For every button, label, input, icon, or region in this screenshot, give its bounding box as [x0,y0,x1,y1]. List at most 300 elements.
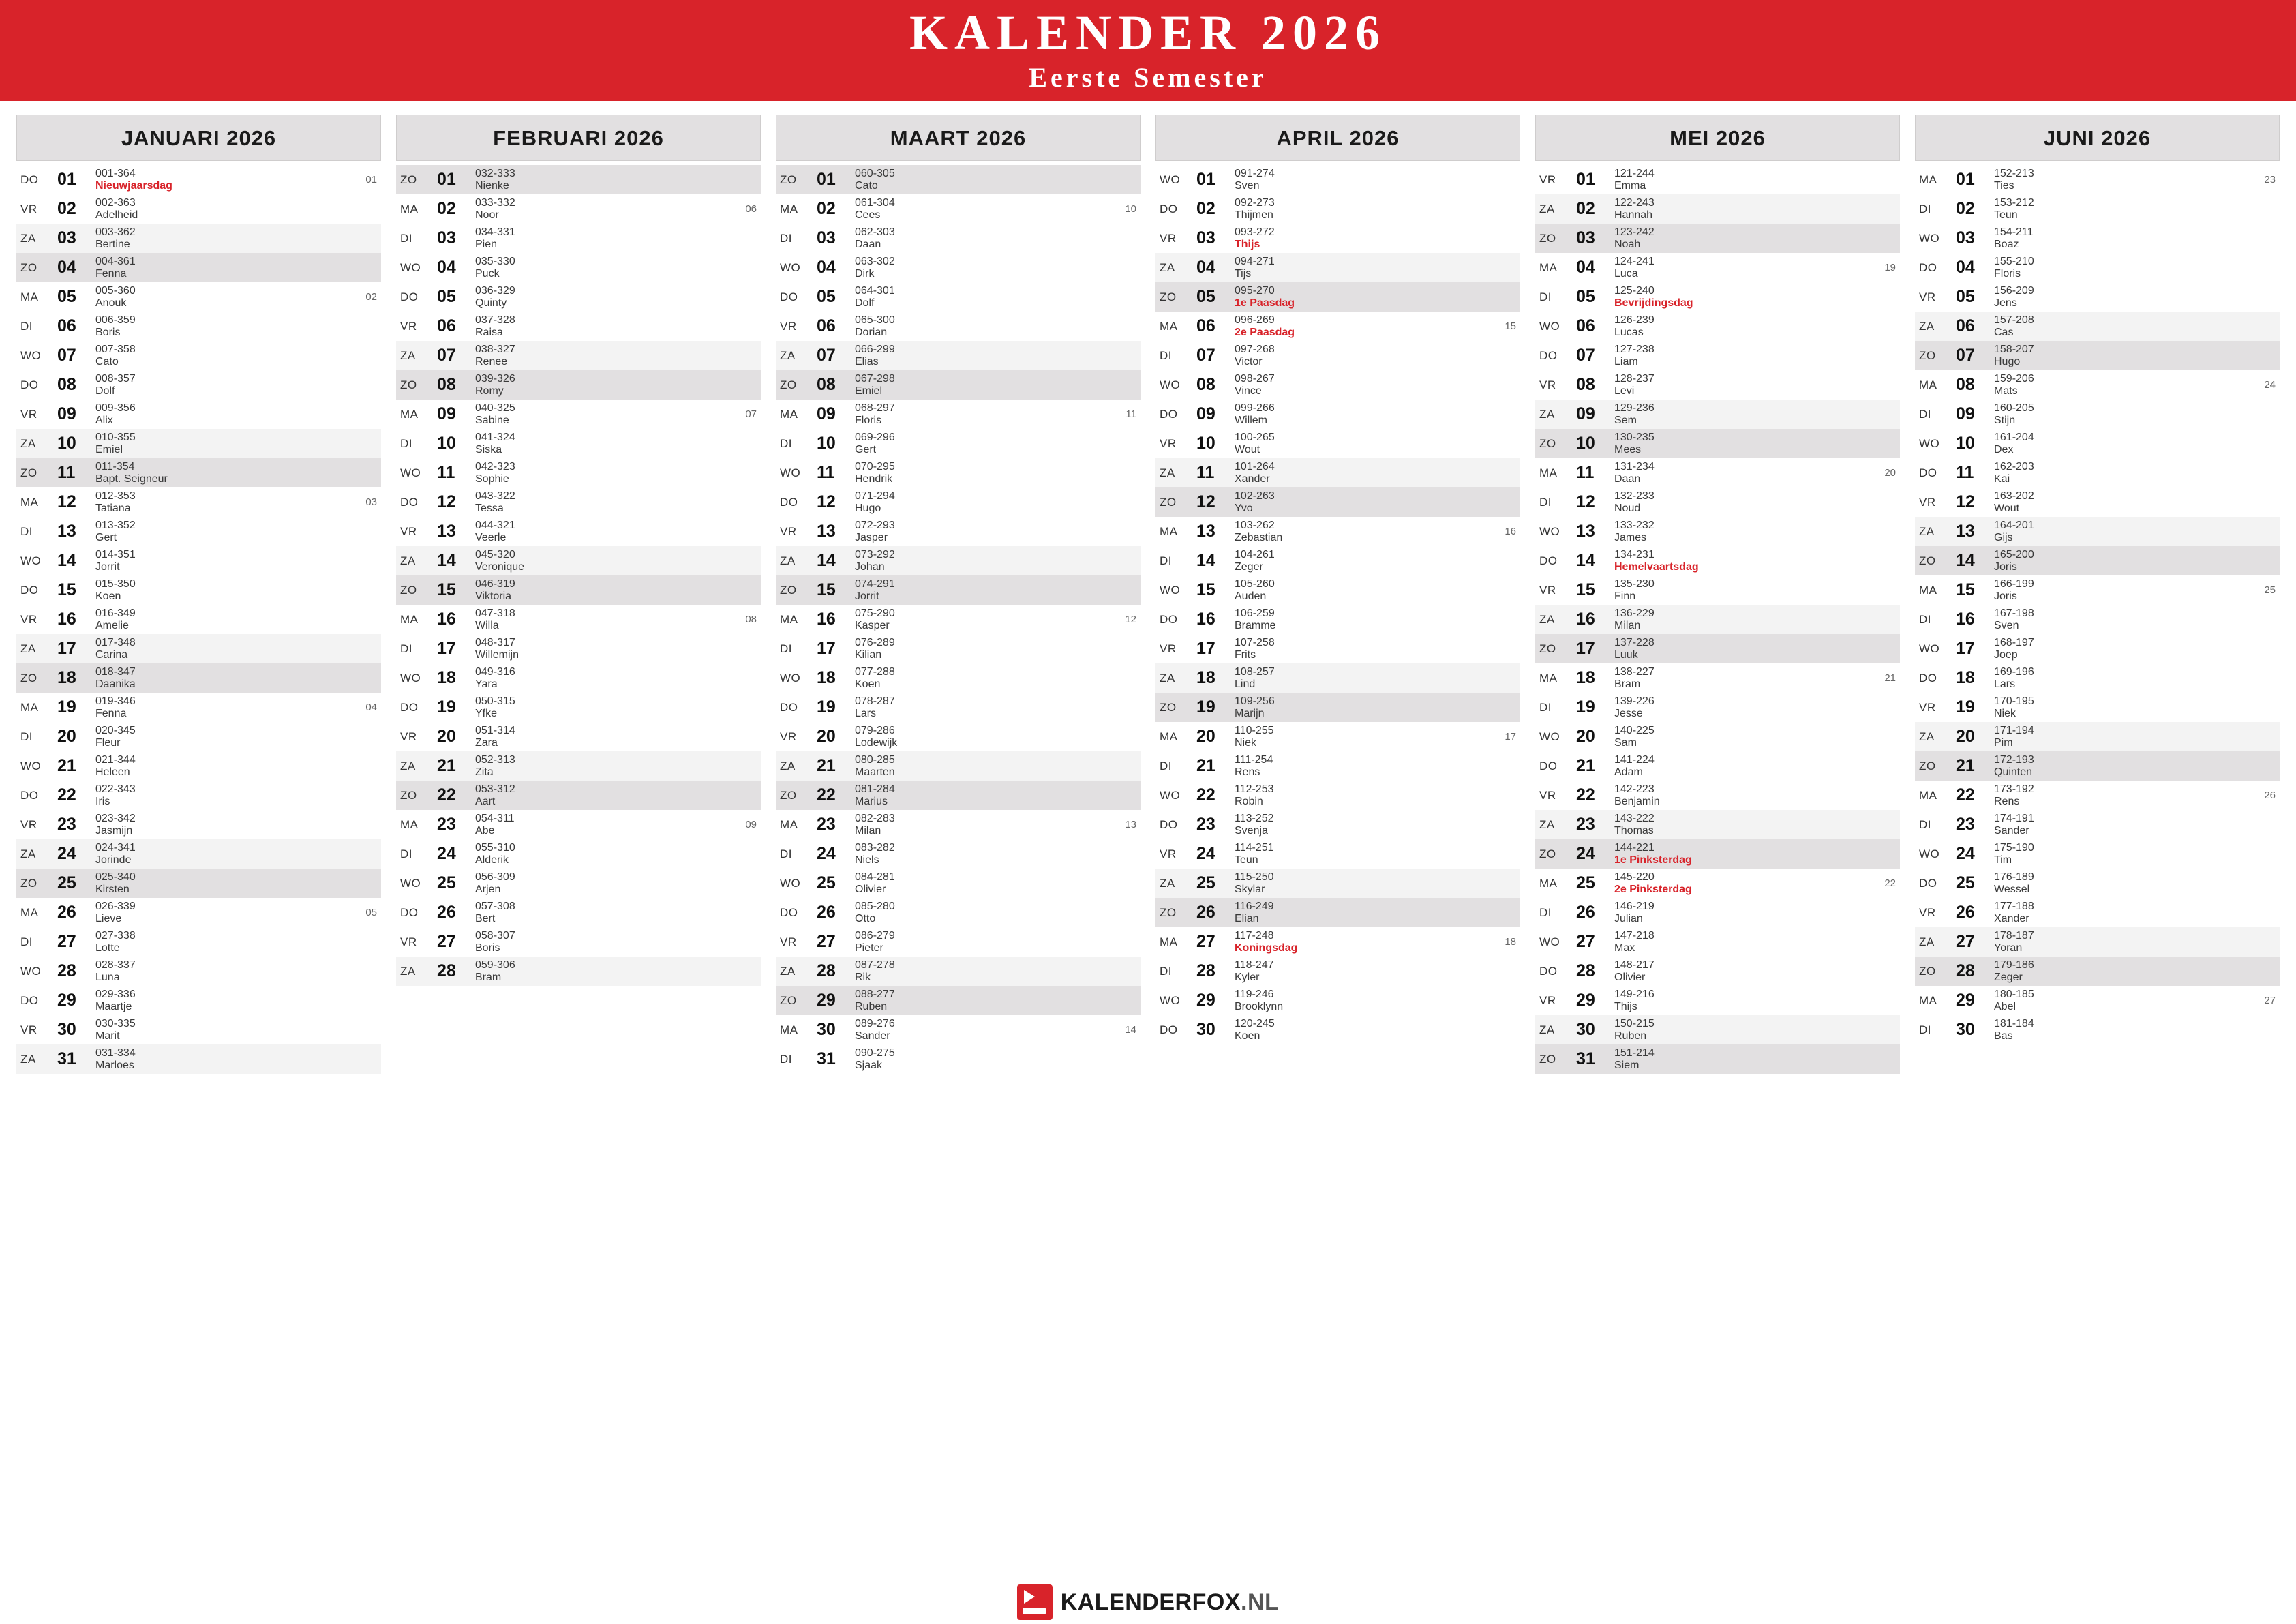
day-number: 06 [1576,316,1595,335]
day-row[interactable] [1915,341,2280,370]
day-row[interactable] [1915,634,2280,663]
day-of-week: DI [1160,759,1172,772]
day-number: 14 [1196,551,1215,570]
day-number: 03 [437,228,456,247]
name-day-label: Koen [855,678,881,690]
day-row[interactable] [776,869,1141,898]
day-row[interactable] [1915,487,2280,517]
day-row[interactable] [1535,722,1900,751]
day-of-year: 083-282 [855,841,895,854]
day-row[interactable] [396,957,761,986]
day-row[interactable] [1915,458,2280,487]
day-row[interactable] [1535,312,1900,341]
day-row[interactable] [1535,957,1900,986]
day-of-year: 176-189 [1994,871,2034,883]
day-row[interactable] [1535,458,1900,487]
day-row[interactable] [1535,663,1900,693]
day-row[interactable] [16,370,381,400]
day-of-year: 130-235 [1614,431,1655,443]
day-row[interactable] [1155,810,1520,839]
day-row[interactable] [1155,194,1520,224]
day-row[interactable] [1155,575,1520,605]
day-of-week: DI [780,1052,792,1066]
day-row[interactable] [16,781,381,810]
day-info [90,871,355,896]
day-row[interactable] [16,312,381,341]
day-row[interactable] [16,810,381,839]
day-row[interactable] [1535,605,1900,634]
day-info [1609,813,1874,837]
day-row[interactable] [396,487,761,517]
day-row[interactable] [776,986,1141,1015]
week-number: 11 [1126,408,1136,420]
day-row[interactable] [16,605,381,634]
day-of-week: DI [1539,700,1552,714]
day-row[interactable] [396,400,761,429]
day-number: 18 [57,668,76,687]
day-row[interactable] [1535,487,1900,517]
day-row[interactable] [396,194,761,224]
day-row[interactable] [1535,898,1900,927]
day-info [1989,725,2254,749]
day-row[interactable] [16,869,381,898]
day-info [1609,725,1874,749]
day-row[interactable] [1915,224,2280,253]
day-row[interactable] [1915,1015,2280,1044]
day-number: 01 [1196,170,1215,189]
day-row[interactable] [776,341,1141,370]
day-row[interactable] [1155,634,1520,663]
day-row[interactable] [396,517,761,546]
day-row[interactable] [396,605,761,634]
day-row[interactable] [776,634,1141,663]
day-row[interactable] [16,282,381,312]
day-row[interactable] [1915,575,2280,605]
day-info [849,607,1115,632]
day-row[interactable] [776,810,1141,839]
day-row[interactable] [1915,253,2280,282]
day-row[interactable] [1535,194,1900,224]
day-row[interactable] [1535,1015,1900,1044]
day-row[interactable] [1155,722,1520,751]
day-number: 01 [437,170,456,189]
day-of-year: 115-250 [1235,871,1274,883]
day-of-week: WO [400,466,421,479]
day-row[interactable] [16,400,381,429]
name-day-label: Zeger [1235,560,1263,573]
day-row[interactable] [16,751,381,781]
day-row[interactable] [16,575,381,605]
day-row[interactable] [1155,253,1520,282]
day-of-year: 126-239 [1614,314,1655,326]
day-row[interactable] [776,575,1141,605]
day-of-week: ZA [1160,671,1175,685]
day-number: 21 [1196,756,1215,775]
day-row[interactable] [396,370,761,400]
day-row[interactable] [1155,224,1520,253]
day-row[interactable] [1155,781,1520,810]
day-number: 13 [817,522,836,541]
day-row[interactable] [1155,1015,1520,1044]
day-row[interactable] [1155,458,1520,487]
day-row[interactable] [1915,517,2280,546]
day-row[interactable] [1535,575,1900,605]
day-row[interactable] [396,165,761,194]
day-row[interactable] [396,341,761,370]
name-day-label: Teun [1235,854,1258,866]
day-row[interactable] [776,546,1141,575]
day-row[interactable] [1155,370,1520,400]
name-day-label: Siem [1614,1059,1640,1071]
day-of-week: VR [1160,847,1177,860]
day-row[interactable] [16,253,381,282]
day-row[interactable] [16,927,381,957]
day-row[interactable] [1535,751,1900,781]
day-number: 07 [1956,346,1975,365]
day-row[interactable] [1535,341,1900,370]
day-row[interactable] [1915,165,2280,194]
day-of-year: 049-316 [475,665,515,678]
day-info [1609,871,1874,896]
name-day-label: Floris [1994,267,2021,280]
day-row[interactable] [396,810,761,839]
day-row[interactable] [1155,165,1520,194]
day-number: 07 [1196,346,1215,365]
site-logo[interactable] [0,1584,2296,1620]
day-row[interactable] [16,517,381,546]
day-row[interactable] [1155,605,1520,634]
day-row[interactable] [1535,370,1900,400]
day-list [1155,165,1520,1044]
day-of-week: WO [1160,172,1181,186]
name-day-label: Kasper [855,619,890,631]
day-row[interactable] [1915,869,2280,898]
day-info [849,695,1115,720]
day-row[interactable] [1155,751,1520,781]
day-of-year: 170-195 [1994,695,2034,707]
day-row[interactable] [1915,400,2280,429]
day-row[interactable] [776,663,1141,693]
day-number: 06 [57,316,76,335]
day-row[interactable] [1155,517,1520,546]
day-of-year: 017-348 [95,636,136,648]
day-of-week: MA [20,700,39,714]
day-of-week: VR [1539,788,1556,802]
day-of-year: 129-236 [1614,402,1655,414]
day-row[interactable] [776,605,1141,634]
day-of-year: 039-326 [475,372,515,385]
day-list [776,165,1141,1074]
day-of-year: 009-356 [95,402,136,414]
day-of-week: ZO [20,876,37,890]
day-row[interactable] [1535,165,1900,194]
day-of-year: 169-196 [1994,665,2034,678]
day-row[interactable] [1535,400,1900,429]
day-row[interactable] [776,253,1141,282]
day-of-week: ZO [780,378,797,391]
day-row[interactable] [1155,312,1520,341]
day-number: 03 [57,228,76,247]
day-row[interactable] [396,663,761,693]
day-info [1609,226,1874,251]
day-of-year: 064-301 [855,284,895,297]
name-day-label: Siska [475,443,502,455]
day-of-week: DO [1160,612,1178,626]
day-row[interactable] [1535,253,1900,282]
day-row[interactable] [776,839,1141,869]
day-info [1989,783,2254,808]
day-row[interactable] [1155,341,1520,370]
day-of-year: 123-242 [1614,226,1655,238]
day-row[interactable] [1535,781,1900,810]
name-day-label: Hugo [1994,355,2021,367]
day-row[interactable] [1155,282,1520,312]
day-of-week: VR [20,612,37,626]
day-info [1989,285,2254,310]
day-row[interactable] [1155,927,1520,957]
day-row[interactable] [1915,986,2280,1015]
day-number: 25 [1576,873,1595,892]
day-row[interactable] [1915,693,2280,722]
day-row[interactable] [776,1015,1141,1044]
day-row[interactable] [396,546,761,575]
day-row[interactable] [1915,781,2280,810]
day-of-year: 159-206 [1994,372,2034,385]
day-of-week: VR [780,524,797,538]
name-day-label: Emiel [855,385,883,397]
day-of-year: 171-194 [1994,724,2034,736]
day-info [1989,432,2254,456]
day-row[interactable] [16,546,381,575]
day-row[interactable] [16,429,381,458]
day-row[interactable] [396,869,761,898]
day-row[interactable] [16,634,381,663]
day-of-week: VR [780,935,797,948]
day-row[interactable] [16,1044,381,1074]
day-of-year: 044-321 [475,519,515,531]
day-row[interactable] [1155,898,1520,927]
name-day-label: Viktoria [475,590,512,602]
name-day-label: Veerle [475,531,507,543]
day-of-week: DI [400,847,412,860]
day-row[interactable] [776,312,1141,341]
day-row[interactable] [16,458,381,487]
day-row[interactable] [776,224,1141,253]
week-number: 04 [365,702,377,713]
page-subtitle: Eerste Semester [1029,61,1267,93]
name-day-label: Lucas [1614,326,1644,338]
day-row[interactable] [396,458,761,487]
day-row[interactable] [1155,986,1520,1015]
day-row[interactable] [1535,927,1900,957]
day-info [1229,549,1494,573]
day-row[interactable] [776,400,1141,429]
day-row[interactable] [16,165,381,194]
day-row[interactable] [16,1015,381,1044]
day-row[interactable] [776,693,1141,722]
day-row[interactable] [1535,869,1900,898]
name-day-label: Cees [855,209,881,221]
day-of-year: 146-219 [1614,900,1655,912]
name-day-label: Lars [855,707,877,719]
day-row[interactable] [776,165,1141,194]
day-number: 28 [1956,961,1975,980]
week-number: 10 [1125,203,1136,215]
name-day-label: Willem [1235,414,1267,426]
day-of-year: 088-277 [855,988,895,1000]
day-row[interactable] [1535,810,1900,839]
day-row[interactable] [1535,693,1900,722]
name-day-label: Jens [1994,297,2017,309]
day-row[interactable] [1155,546,1520,575]
day-row[interactable] [1915,810,2280,839]
day-info [470,783,735,808]
day-row[interactable] [776,927,1141,957]
day-number: 14 [1576,551,1595,570]
day-row[interactable] [16,722,381,751]
day-row[interactable] [1915,370,2280,400]
day-row[interactable] [396,839,761,869]
day-of-year: 070-295 [855,460,895,472]
day-row[interactable] [1535,634,1900,663]
day-row[interactable] [396,224,761,253]
day-row[interactable] [776,487,1141,517]
day-row[interactable] [1915,312,2280,341]
day-row[interactable] [1915,282,2280,312]
day-row[interactable] [776,1044,1141,1074]
day-row[interactable] [1535,986,1900,1015]
name-day-label: Fenna [95,267,127,280]
day-info [90,695,355,720]
day-row[interactable] [1915,546,2280,575]
day-row[interactable] [16,663,381,693]
day-row[interactable] [16,194,381,224]
day-row[interactable] [396,927,761,957]
day-of-week: MA [400,202,419,215]
day-row[interactable] [16,224,381,253]
day-info [1229,725,1494,749]
day-info [1229,490,1494,515]
day-row[interactable] [776,517,1141,546]
day-row[interactable] [1535,224,1900,253]
day-row[interactable] [396,253,761,282]
day-of-year: 084-281 [855,871,895,883]
day-row[interactable] [396,282,761,312]
day-row[interactable] [396,693,761,722]
day-row[interactable] [776,194,1141,224]
day-row[interactable] [396,312,761,341]
day-row[interactable] [776,751,1141,781]
day-row[interactable] [1915,194,2280,224]
day-row[interactable] [396,429,761,458]
day-row[interactable] [776,722,1141,751]
day-row[interactable] [1155,839,1520,869]
day-number: 21 [1956,756,1975,775]
day-row[interactable] [16,341,381,370]
day-row[interactable] [1535,1044,1900,1074]
day-row[interactable] [1915,605,2280,634]
name-day-label: Yoran [1994,942,2023,954]
day-row[interactable] [1155,869,1520,898]
day-of-week: MA [1539,466,1558,479]
day-number: 17 [1956,639,1975,658]
month-header: JANUARI 2026 [16,115,381,161]
day-number: 20 [1576,727,1595,746]
day-row[interactable] [1915,722,2280,751]
day-row[interactable] [16,957,381,986]
day-row[interactable] [1155,957,1520,986]
day-of-week: ZA [400,554,416,567]
day-row[interactable] [16,839,381,869]
day-of-week: WO [20,348,42,362]
day-row[interactable] [1535,546,1900,575]
day-row[interactable] [1915,898,2280,927]
day-row[interactable] [776,458,1141,487]
day-row[interactable] [1535,839,1900,869]
day-row[interactable] [1915,663,2280,693]
day-row[interactable] [396,575,761,605]
day-row[interactable] [776,898,1141,927]
day-row[interactable] [396,634,761,663]
day-row[interactable] [1155,429,1520,458]
day-row[interactable] [776,957,1141,986]
name-day-label: Skylar [1235,883,1265,895]
day-row[interactable] [1155,693,1520,722]
day-row[interactable] [16,487,381,517]
day-row[interactable] [776,370,1141,400]
day-row[interactable] [16,986,381,1015]
name-day-label: Kilian [855,648,882,661]
day-row[interactable] [396,722,761,751]
day-info [849,432,1115,456]
day-of-year: 069-296 [855,431,895,443]
day-number: 23 [817,815,836,834]
day-row[interactable] [1915,429,2280,458]
day-row[interactable] [1535,429,1900,458]
day-row[interactable] [1915,927,2280,957]
day-number: 29 [1576,991,1595,1010]
day-row[interactable] [396,781,761,810]
day-row[interactable] [1535,517,1900,546]
day-of-year: 179-186 [1994,959,2034,971]
day-row[interactable] [16,898,381,927]
day-row[interactable] [776,282,1141,312]
day-number: 08 [1196,375,1215,394]
day-row[interactable] [1155,663,1520,693]
name-day-label: Carina [95,648,128,661]
day-info [849,168,1115,192]
day-of-year: 073-292 [855,548,895,560]
day-row[interactable] [1155,400,1520,429]
day-row[interactable] [1915,839,2280,869]
day-of-year: 100-265 [1235,431,1275,443]
day-row[interactable] [776,781,1141,810]
day-number: 12 [1196,492,1215,511]
day-row[interactable] [396,751,761,781]
day-row[interactable] [776,429,1141,458]
day-number: 23 [57,815,76,834]
day-row[interactable] [1915,957,2280,986]
day-row[interactable] [1915,751,2280,781]
day-info [1609,578,1874,603]
day-row[interactable] [16,693,381,722]
day-row[interactable] [1155,487,1520,517]
day-of-week: ZO [1539,231,1556,245]
day-row[interactable] [396,898,761,927]
day-row[interactable] [1535,282,1900,312]
day-of-week: DI [1539,290,1552,303]
name-day-label: Xander [1994,912,2029,924]
